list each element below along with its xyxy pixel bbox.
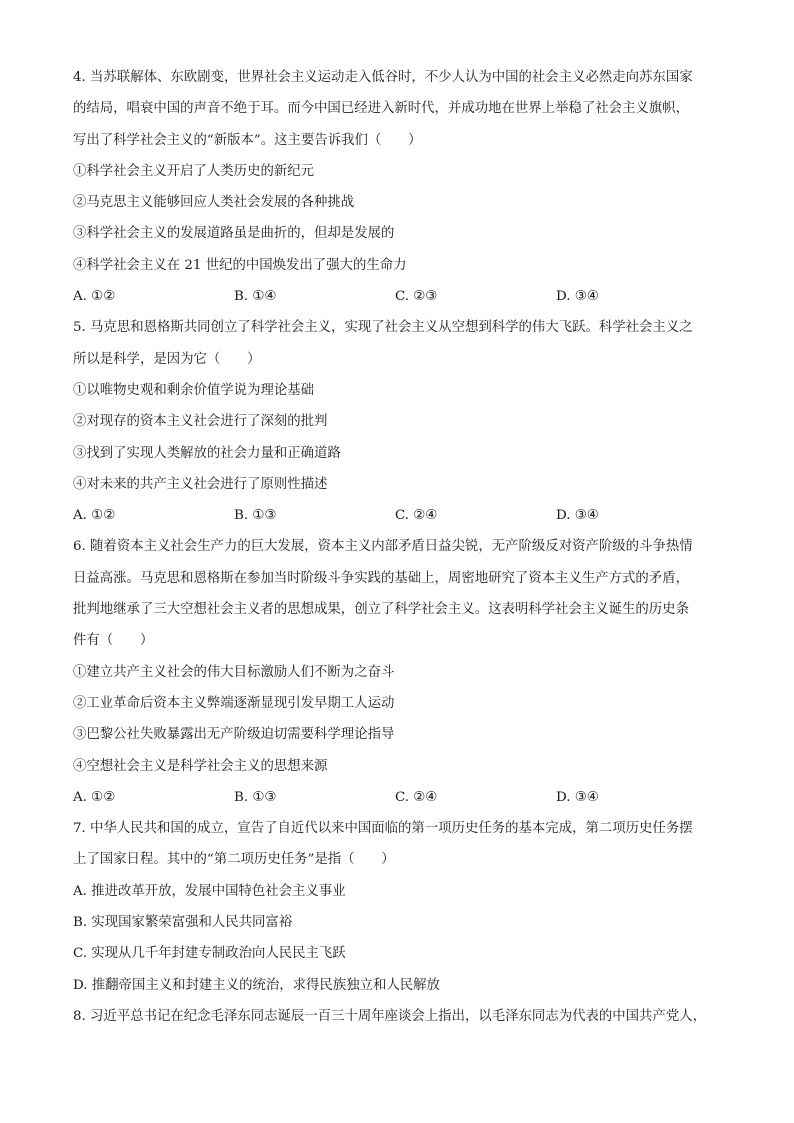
choice-d: D. ③④ [556,508,599,524]
question-stem: 上了国家日程。其中的“第二项历史任务”是指（ ） [73,852,395,868]
question-6 [73,531,745,813]
statement-item: ③巴黎公社失败暴露出无产阶级迫切需要科学理论指导 [73,727,395,743]
question-stem: 4. 当苏联解体、东欧剧变，世界社会主义运动走入低谷时，不少人认为中国的社会主义必然走向苏东国家 [73,70,693,85]
choice-row [73,500,745,531]
choice-c: C. ②④ [395,508,438,524]
statement-item: ②马克思主义能够回应人类社会发展的各种挑战 [73,195,355,211]
statement-item: ①建立共产主义社会的伟大目标激励人们不断为之奋斗 [73,664,395,680]
question-stem: 批判地继承了三大空想社会主义者的思想成果，创立了科学社会主义。这表明科学社会主义诞生的历史条 [73,602,689,618]
question-stem: 写出了科学社会主义的“新版本”。这主要告诉我们（ ） [73,132,422,148]
question-stem: 7. 中华人民共和国的成立，宣告了自近代以来中国面临的第一项历史任务的基本完成，第二项历史任务摆 [73,821,693,837]
choice-b: B. ①③ [234,789,277,805]
choice-a: A. ①② [73,289,116,305]
question-stem: 8. 习近平总书记在纪念毛泽东同志诞辰一百三十周年座谈会上指出，以毛泽东同志为代表的中国共产党人， [73,1008,706,1024]
question-stem: 的结局，唱衰中国的声音不绝于耳。而今中国已经进入新时代，并成功地在世界上举稳了社会主义旗帜， [73,101,689,117]
question-stem: 5. 马克思和恩格斯共同创立了科学社会主义，实现了社会主义从空想到科学的伟大飞跃。科学社会主义之 [73,320,693,336]
question-5 [73,312,745,531]
choice-row [73,782,745,813]
option-b: B. 实现国家繁荣富强和人民共同富裕 [73,915,293,931]
statement-item: ③科学社会主义的发展道路虽是曲折的，但却是发展的 [73,226,395,242]
statement-item: ④科学社会主义在 21 世纪的中国焕发出了强大的生命力 [73,257,407,273]
statement-item: ④对未来的共产主义社会进行了原则性描述 [73,476,328,492]
choice-b: B. ①④ [234,289,277,305]
statement-item: ①以唯物史观和剩余价值学说为理论基础 [73,382,315,398]
question-stem: 件有（ ） [73,633,154,649]
question-7 [73,813,745,1001]
option-a: A. 推进改革开放，发展中国特色社会主义事业 [73,883,346,899]
option-d: D. 推翻帝国主义和封建主义的统治，求得民族独立和人民解放 [73,977,440,993]
statement-item: ②工业革命后资本主义弊端逐渐显现引发早期工人运动 [73,695,395,711]
choice-b: B. ①③ [234,508,277,524]
question-8 [73,1001,745,1032]
statement-item: ②对现存的资本主义社会进行了深刻的批判 [73,414,328,430]
question-4 [73,62,745,312]
choice-a: A. ①② [73,789,116,805]
question-stem: 所以是科学，是因为它（ ） [73,351,261,367]
statement-item: ①科学社会主义开启了人类历史的新纪元 [73,163,315,179]
option-c: C. 实现从几千年封建专制政治向人民民主飞跃 [73,946,346,962]
exam-page [73,62,745,1032]
choice-d: D. ③④ [556,789,599,805]
question-stem: 日益高涨。马克思和恩格斯在参加当时阶级斗争实践的基础上，周密地研究了资本主义生产方式的矛盾， [73,570,689,586]
choice-row [73,281,745,312]
choice-c: C. ②④ [395,789,438,805]
choice-a: A. ①② [73,508,116,524]
statement-item: ③找到了实现人类解放的社会力量和正确道路 [73,445,341,461]
choice-c: C. ②③ [395,289,438,305]
choice-d: D. ③④ [556,289,599,305]
question-stem: 6. 随着资本主义社会生产力的巨大发展，资本主义内部矛盾日益尖锐，无产阶级反对资产阶级的斗争热情 [73,539,693,555]
statement-item: ④空想社会主义是科学社会主义的思想来源 [73,758,328,774]
